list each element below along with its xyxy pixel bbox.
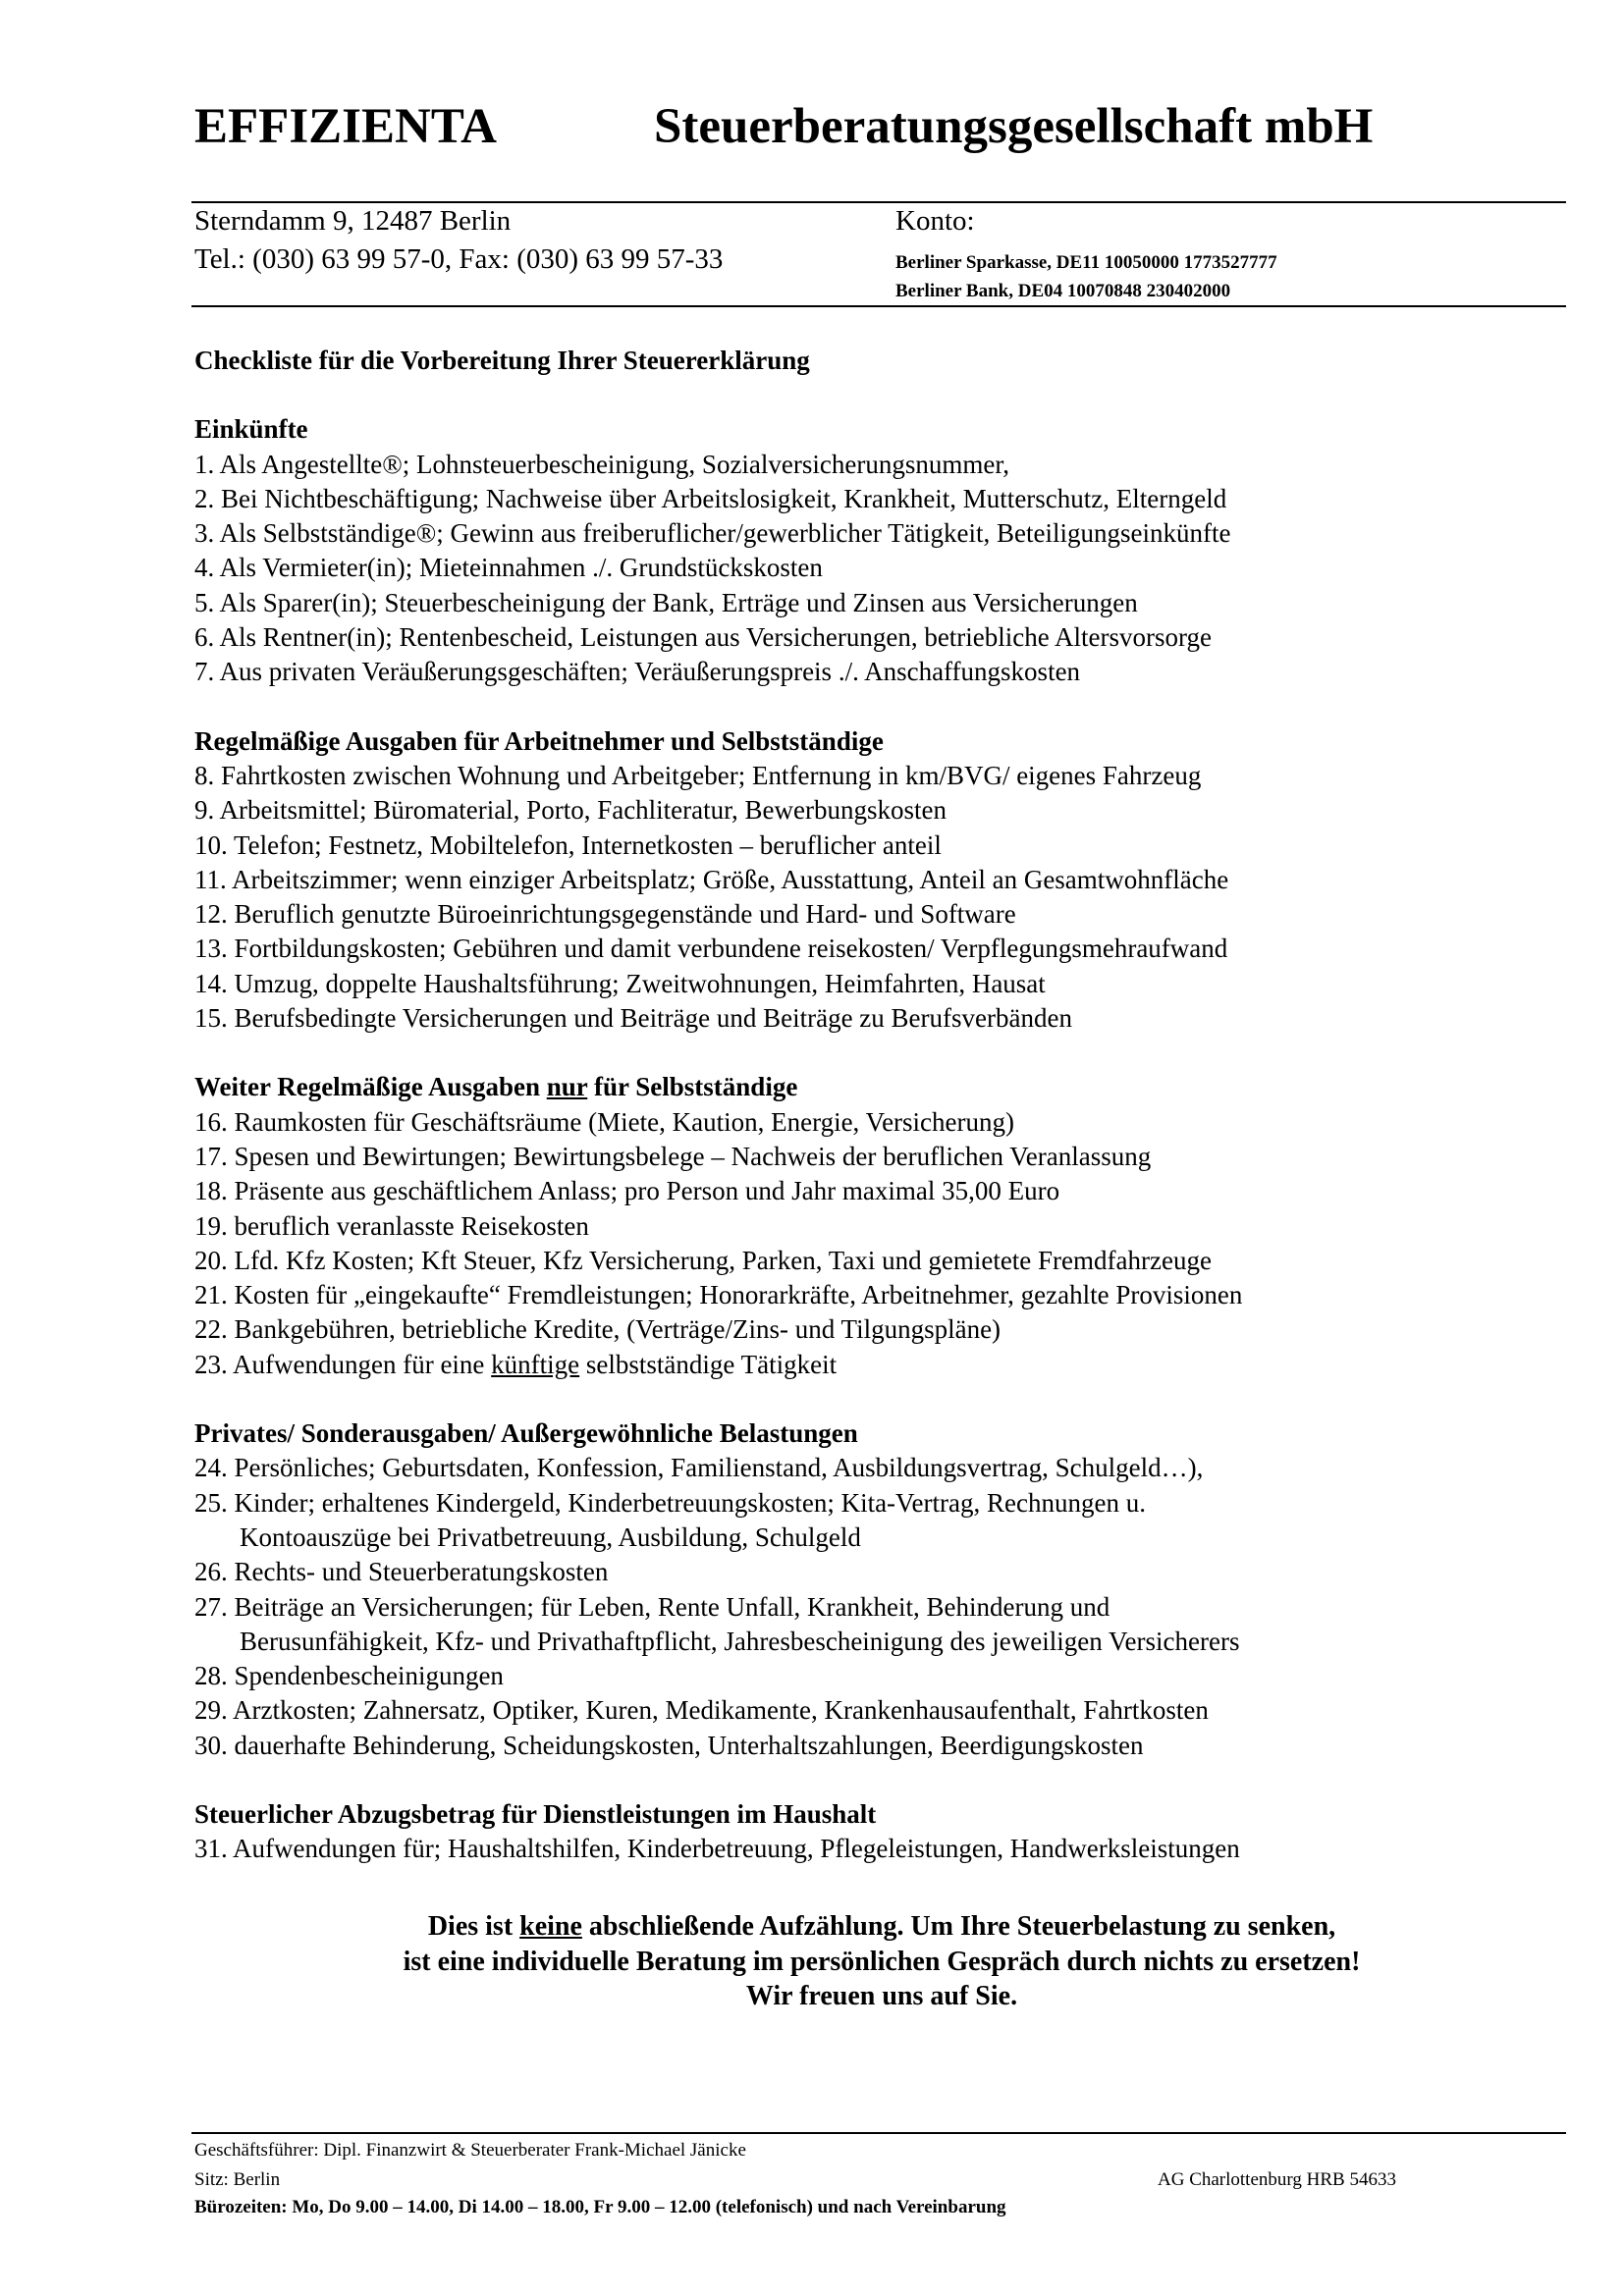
section-regelmaessige-ausgaben — [194, 724, 1569, 1037]
list-item: 8. Fahrtkosten zwischen Wohnung und Arbeitgeber; Entfernung in km/BVG/ eigenes Fahrzeug — [194, 760, 1202, 790]
heading-part: für Selbstständige — [587, 1072, 798, 1102]
list-item-continuation: Berusunfähigkeit, Kfz- und Privathaftpflicht, Jahresbescheinigung des jeweiligen Versicherers — [240, 1626, 1240, 1656]
section-heading: Regelmäßige Ausgaben für Arbeitnehmer und Selbstständige — [194, 725, 884, 756]
list-item: 21. Kosten für „eingekaufte“ Fremdleistungen; Honorarkräfte, Arbeitnehmer, gezahlte Provisionen — [194, 1280, 1243, 1310]
list-item: 22. Bankgebühren, betriebliche Kredite, (Verträge/Zins- und Tilgungspläne) — [194, 1314, 1001, 1345]
header-rule-bottom — [191, 305, 1566, 307]
company-type: Steuerberatungsgesellschaft mbH — [654, 99, 1374, 154]
list-item: 17. Spesen und Bewirtungen; Bewirtungsbelege – Nachweis der beruflichen Veranlassung — [194, 1141, 1152, 1171]
list-item — [194, 1348, 1569, 1382]
section-selbststaendige — [194, 1070, 1569, 1382]
bank-account-1: Berliner Sparkasse, DE11 10050000 1773527777 — [895, 252, 1277, 273]
company-address: Sterndamm 9, 12487 Berlin — [194, 205, 512, 237]
list-item: 31. Aufwendungen für; Haushaltshilfen, Kinderbetreuung, Pflegeleistungen, Handwerksleistungen — [194, 1834, 1240, 1864]
list-item: 24. Persönliches; Geburtsdaten, Konfession, Familienstand, Ausbildungsvertrag, Schulgeld…), — [194, 1453, 1204, 1483]
company-brand: EFFIZIENTA — [194, 99, 497, 154]
section-heading: Privates/ Sonderausgaben/ Außergewöhnliche Belastungen — [194, 1418, 858, 1449]
list-item: 28. Spendenbescheinigungen — [194, 1661, 504, 1691]
list-item: 27. Beiträge an Versicherungen; für Leben, Rente Unfall, Krankheit, Behinderung und — [194, 1591, 1110, 1622]
list-item: 1. Als Angestellte®; Lohnsteuerbescheinigung, Sozialversicherungsnummer, — [194, 449, 1010, 479]
checklist-body — [194, 344, 1569, 1901]
company-phone: Tel.: (030) 63 99 57-0, Fax: (030) 63 99 57-33 — [194, 243, 724, 275]
list-item: 2. Bei Nichtbeschäftigung; Nachweise über Arbeitslosigkeit, Krankheit, Mutterschutz, Elterngeld — [194, 483, 1227, 513]
list-item: 4. Als Vermieter(in); Mieteinnahmen ./. Grundstückskosten — [194, 553, 823, 583]
list-item: 13. Fortbildungskosten; Gebühren und damit verbundene reisekosten/ Verpflegungsmehraufwand — [194, 934, 1228, 964]
list-item: 11. Arbeitszimmer; wenn einziger Arbeitsplatz; Größe, Ausstattung, Anteil an Gesamtwohnfläche — [194, 864, 1229, 894]
closing-part: Dies ist — [427, 1911, 520, 1942]
list-item: 29. Arztkosten; Zahnersatz, Optiker, Kuren, Medikamente, Krankenhausaufenthalt, Fahrtkosten — [194, 1695, 1209, 1726]
heading-underlined: nur — [546, 1072, 588, 1102]
footer-rule — [191, 2132, 1566, 2134]
list-item: 9. Arbeitsmittel; Büromaterial, Porto, Fachliteratur, Bewerbungskosten — [194, 795, 947, 826]
item-part: selbstständige Tätigkeit — [579, 1349, 838, 1379]
closing-line-2: ist eine individuelle Beratung im persönlichen Gespräch durch nichts zu ersetzen! — [403, 1946, 1361, 1977]
bank-account-2: Berliner Bank, DE04 10070848 230402000 — [895, 281, 1231, 301]
closing-line-1 — [194, 1909, 1569, 1945]
header-rule-top — [191, 201, 1566, 203]
list-item: 25. Kinder; erhaltenes Kindergeld, Kinderbetreuungskosten; Kita-Vertrag, Rechnungen u. — [194, 1487, 1146, 1518]
list-item: 16. Raumkosten für Geschäftsräume (Miete, Kaution, Energie, Versicherung) — [194, 1106, 1015, 1137]
footer-seat: Sitz: Berlin — [194, 2169, 281, 2190]
footer-managing-director: Geschäftsführer: Dipl. Finanzwirt & Steuerberater Frank-Michael Jänicke — [194, 2140, 746, 2161]
list-item: 30. dauerhafte Behinderung, Scheidungskosten, Unterhaltszahlungen, Beerdigungskosten — [194, 1730, 1144, 1760]
list-item: 6. Als Rentner(in); Rentenbescheid, Leistungen aus Versicherungen, betriebliche Altersvorsorge — [194, 622, 1212, 653]
list-item: 12. Beruflich genutzte Büroeinrichtungsgegenstände und Hard- und Software — [194, 899, 1016, 930]
section-haushalt — [194, 1797, 1569, 1867]
list-item: 14. Umzug, doppelte Haushaltsführung; Zweitwohnungen, Heimfahrten, Hausat — [194, 968, 1046, 998]
section-privates — [194, 1416, 1569, 1763]
footer-office-hours: Bürozeiten: Mo, Do 9.00 – 14.00, Di 14.00 – 18.00, Fr 9.00 – 12.00 (telefonisch) und nach Vereinbarung — [194, 2197, 1006, 2217]
closing-statement — [194, 1909, 1569, 2014]
footer-register: AG Charlottenburg HRB 54633 — [1158, 2169, 1396, 2190]
section-heading: Steuerlicher Abzugsbetrag für Dienstleistungen im Haushalt — [194, 1798, 877, 1829]
list-item: 7. Aus privaten Veräußerungsgeschäften; Veräußerungspreis ./. Anschaffungskosten — [194, 657, 1081, 687]
list-item: 26. Rechts- und Steuerberatungskosten — [194, 1557, 609, 1587]
closing-underlined: keine — [519, 1911, 582, 1942]
list-item: 3. Als Selbstständige®; Gewinn aus freiberuflicher/gewerblicher Tätigkeit, Beteiligungseinkünfte — [194, 518, 1231, 549]
list-item: 15. Berufsbedingte Versicherungen und Beiträge und Beiträge zu Berufsverbänden — [194, 1003, 1072, 1034]
konto-label: Konto: — [895, 205, 975, 237]
document-title: Checkliste für die Vorbereitung Ihrer Steuererklärung — [194, 346, 810, 375]
section-heading: Einkünfte — [194, 414, 308, 445]
item-part: 23. Aufwendungen für eine — [194, 1349, 492, 1379]
section-heading — [194, 1070, 1569, 1104]
list-item: 20. Lfd. Kfz Kosten; Kft Steuer, Kfz Versicherung, Parken, Taxi und gemietete Fremdfahrzeuge — [194, 1245, 1212, 1275]
list-item: 10. Telefon; Festnetz, Mobiltelefon, Internetkosten – beruflicher anteil — [194, 829, 942, 860]
closing-line-3: Wir freuen uns auf Sie. — [745, 1981, 1018, 2011]
closing-part: abschließende Aufzählung. Um Ihre Steuerbelastung zu senken, — [581, 1911, 1336, 1942]
list-item-continuation: Kontoauszüge bei Privatbetreuung, Ausbildung, Schulgeld — [240, 1522, 861, 1552]
heading-part: Weiter Regelmäßige Ausgaben — [194, 1072, 547, 1102]
list-item: 5. Als Sparer(in); Steuerbescheinigung der Bank, Erträge und Zinsen aus Versicherungen — [194, 587, 1138, 617]
item-underlined: künftige — [491, 1349, 580, 1379]
list-item: 18. Präsente aus geschäftlichem Anlass; pro Person und Jahr maximal 35,00 Euro — [194, 1176, 1060, 1206]
list-item: 19. beruflich veranlasste Reisekosten — [194, 1210, 589, 1241]
section-einkuenfte — [194, 412, 1569, 689]
